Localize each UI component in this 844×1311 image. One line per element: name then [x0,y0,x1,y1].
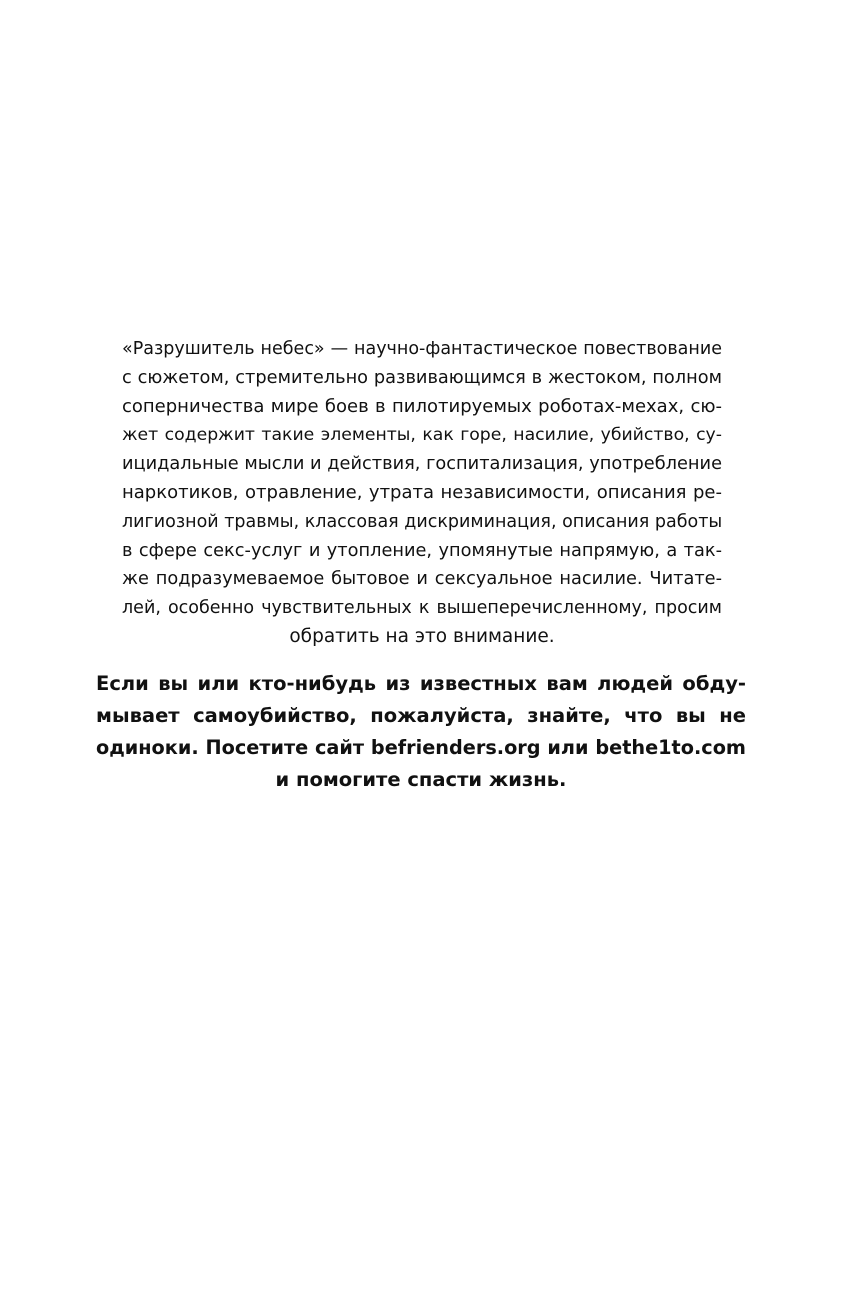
warning-line-3: соперничества мире боев в пилотируемых роботах-мехах, сю- [122,395,722,417]
warning-line-8: в сфере секс-услуг и утопление, упомянутые напрямую, а так- [122,540,722,561]
warning-line-5: ицидальные мысли и действия, госпитализация, употребление [122,454,722,475]
help-line-2: мывает самоубийство, пожалуйста, знайте, что вы не [96,704,746,727]
content-warning-paragraph [122,335,722,652]
help-line-3: одиноки. Посетите сайт befrienders.org или bethe1to.com [96,736,746,759]
warning-line-6: наркотиков, отравление, утрата независимости, описания ре- [122,481,722,503]
help-line-4: и помогите спасти жизнь. [275,768,567,791]
warning-line-7: лигиозной травмы, классовая дискриминация, описания работы [122,511,723,532]
warning-line-4: жет содержит такие элементы, как горе, насилие, убийство, су- [122,425,722,446]
warning-line-1: «Разрушитель небес» — научно-фантастическое повествование [122,339,722,359]
warning-line-9: же подразумеваемое бытовое и сексуальное насилие. Читате- [122,569,722,590]
suicide-help-paragraph [96,668,746,796]
warning-line-11: обратить на это внимание. [289,625,555,647]
warning-line-10: лей, особенно чувствительных к вышеперечисленному, просим [122,598,722,619]
help-line-1: Если вы или кто-нибудь из известных вам людей обду- [96,672,746,695]
warning-line-2: с сюжетом, стремительно развивающимся в жестоком, полном [122,367,722,388]
